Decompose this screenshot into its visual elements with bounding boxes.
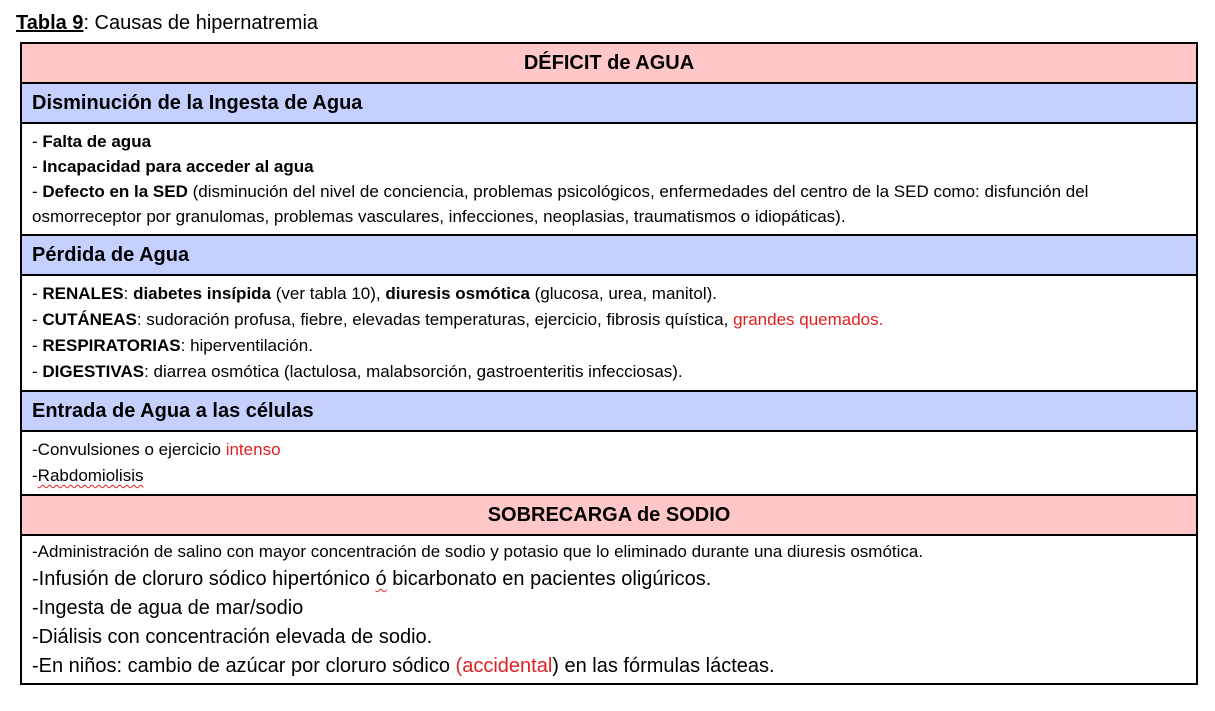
cutaneas-text: : sudoración profusa, fiebre, elevadas temperaturas, ejercicio, fibrosis quística,: [136, 310, 734, 329]
renales-text-2: (glucosa, urea, manitol).: [529, 284, 717, 303]
infusion-text-2: bicarbonato en pacientes oligúricos.: [386, 568, 712, 590]
separator: :: [123, 284, 134, 303]
list-item: [32, 129, 1186, 154]
list-item: [32, 359, 1186, 385]
digestivas-text: : diarrea osmótica (lactulosa, malabsorción, gastroenteritis infecciosas).: [144, 362, 683, 381]
table-caption: [16, 10, 318, 36]
caption-text: : Causas de hipernatremia: [83, 12, 319, 34]
dash: -: [32, 362, 43, 381]
diuresis-osmotica: diuresis osmótica: [385, 284, 530, 303]
perdida-content: [21, 275, 1197, 391]
dash: -: [32, 132, 43, 151]
causes-table: [20, 42, 1198, 685]
table-row: [21, 43, 1197, 83]
list-item: [32, 437, 1186, 463]
defecto-sed-detail: (disminución del nivel de conciencia, problemas psicológicos, enfermedades del centro de la SED como: disfunción del osmorreceptor por granulomas, problemas vasculares, infecciones, neoplasias, traumatismos o idiopáticas).: [32, 182, 1089, 226]
accidental-text: (accidental: [455, 655, 553, 677]
incapacidad-agua: Incapacidad para acceder al agua: [42, 157, 314, 176]
ingesta-header: Disminución de la Ingesta de Agua: [21, 83, 1197, 123]
diabetes-insipida: diabetes insípida: [133, 284, 272, 303]
digestivas-label: DIGESTIVAS: [42, 362, 145, 381]
entrada-header: Entrada de Agua a las células: [21, 391, 1197, 431]
table-row: [21, 391, 1197, 431]
list-item: [32, 565, 1186, 594]
convulsiones-text: -Convulsiones o ejercicio: [32, 440, 226, 459]
cutaneas-label: CUTÁNEAS: [42, 310, 137, 329]
perdida-header: Pérdida de Agua: [21, 235, 1197, 275]
list-item: [32, 652, 1186, 681]
dash: -: [32, 310, 43, 329]
caption-label: Tabla 9: [16, 12, 84, 34]
rabdomiolisis-text: Rabdomiolisis: [37, 466, 144, 485]
dash: -: [32, 182, 43, 201]
ingesta-content: [21, 123, 1197, 235]
dash: -: [32, 157, 43, 176]
falta-agua: Falta de agua: [42, 132, 152, 151]
table-row: [21, 123, 1197, 235]
defecto-sed: Defecto en la SED: [42, 182, 188, 201]
sobrecarga-content: [21, 535, 1197, 684]
respiratorias-label: RESPIRATORIAS: [42, 336, 181, 355]
respiratorias-text: : hiperventilación.: [180, 336, 313, 355]
intenso-text: intenso: [225, 440, 281, 459]
list-item: -Diálisis con concentración elevada de sodio.: [32, 626, 433, 648]
renales-text: (ver tabla 10),: [271, 284, 386, 303]
list-item: [32, 154, 1186, 179]
table-row: [21, 235, 1197, 275]
table-row: [21, 535, 1197, 684]
sobrecarga-header: SOBRECARGA de SODIO: [21, 495, 1197, 535]
dash: -: [32, 466, 38, 485]
ninos-text: -En niños: cambio de azúcar por cloruro sódico: [32, 655, 456, 677]
o-text: ó: [375, 568, 387, 590]
dash: -: [32, 284, 43, 303]
table-row: [21, 431, 1197, 495]
grandes-quemados: grandes quemados.: [733, 310, 884, 329]
table-row: [21, 495, 1197, 535]
ninos-text-2: ) en las fórmulas lácteas.: [552, 655, 775, 677]
entrada-content: [21, 431, 1197, 495]
list-item: [32, 463, 1186, 489]
table-row: [21, 275, 1197, 391]
list-item: [32, 179, 1186, 229]
dash: -: [32, 336, 43, 355]
deficit-header: DÉFICIT de AGUA: [21, 43, 1197, 83]
list-item: -Ingesta de agua de mar/sodio: [32, 597, 304, 619]
list-item: [32, 281, 1186, 307]
list-item: [32, 307, 1186, 333]
list-item: [32, 333, 1186, 359]
list-item: -Administración de salino con mayor concentración de sodio y potasio que lo eliminado durante una diuresis osmótica.: [32, 542, 924, 561]
table-row: [21, 83, 1197, 123]
renales-label: RENALES: [42, 284, 124, 303]
infusion-text: -Infusión de cloruro sódico hipertónico: [32, 568, 376, 590]
